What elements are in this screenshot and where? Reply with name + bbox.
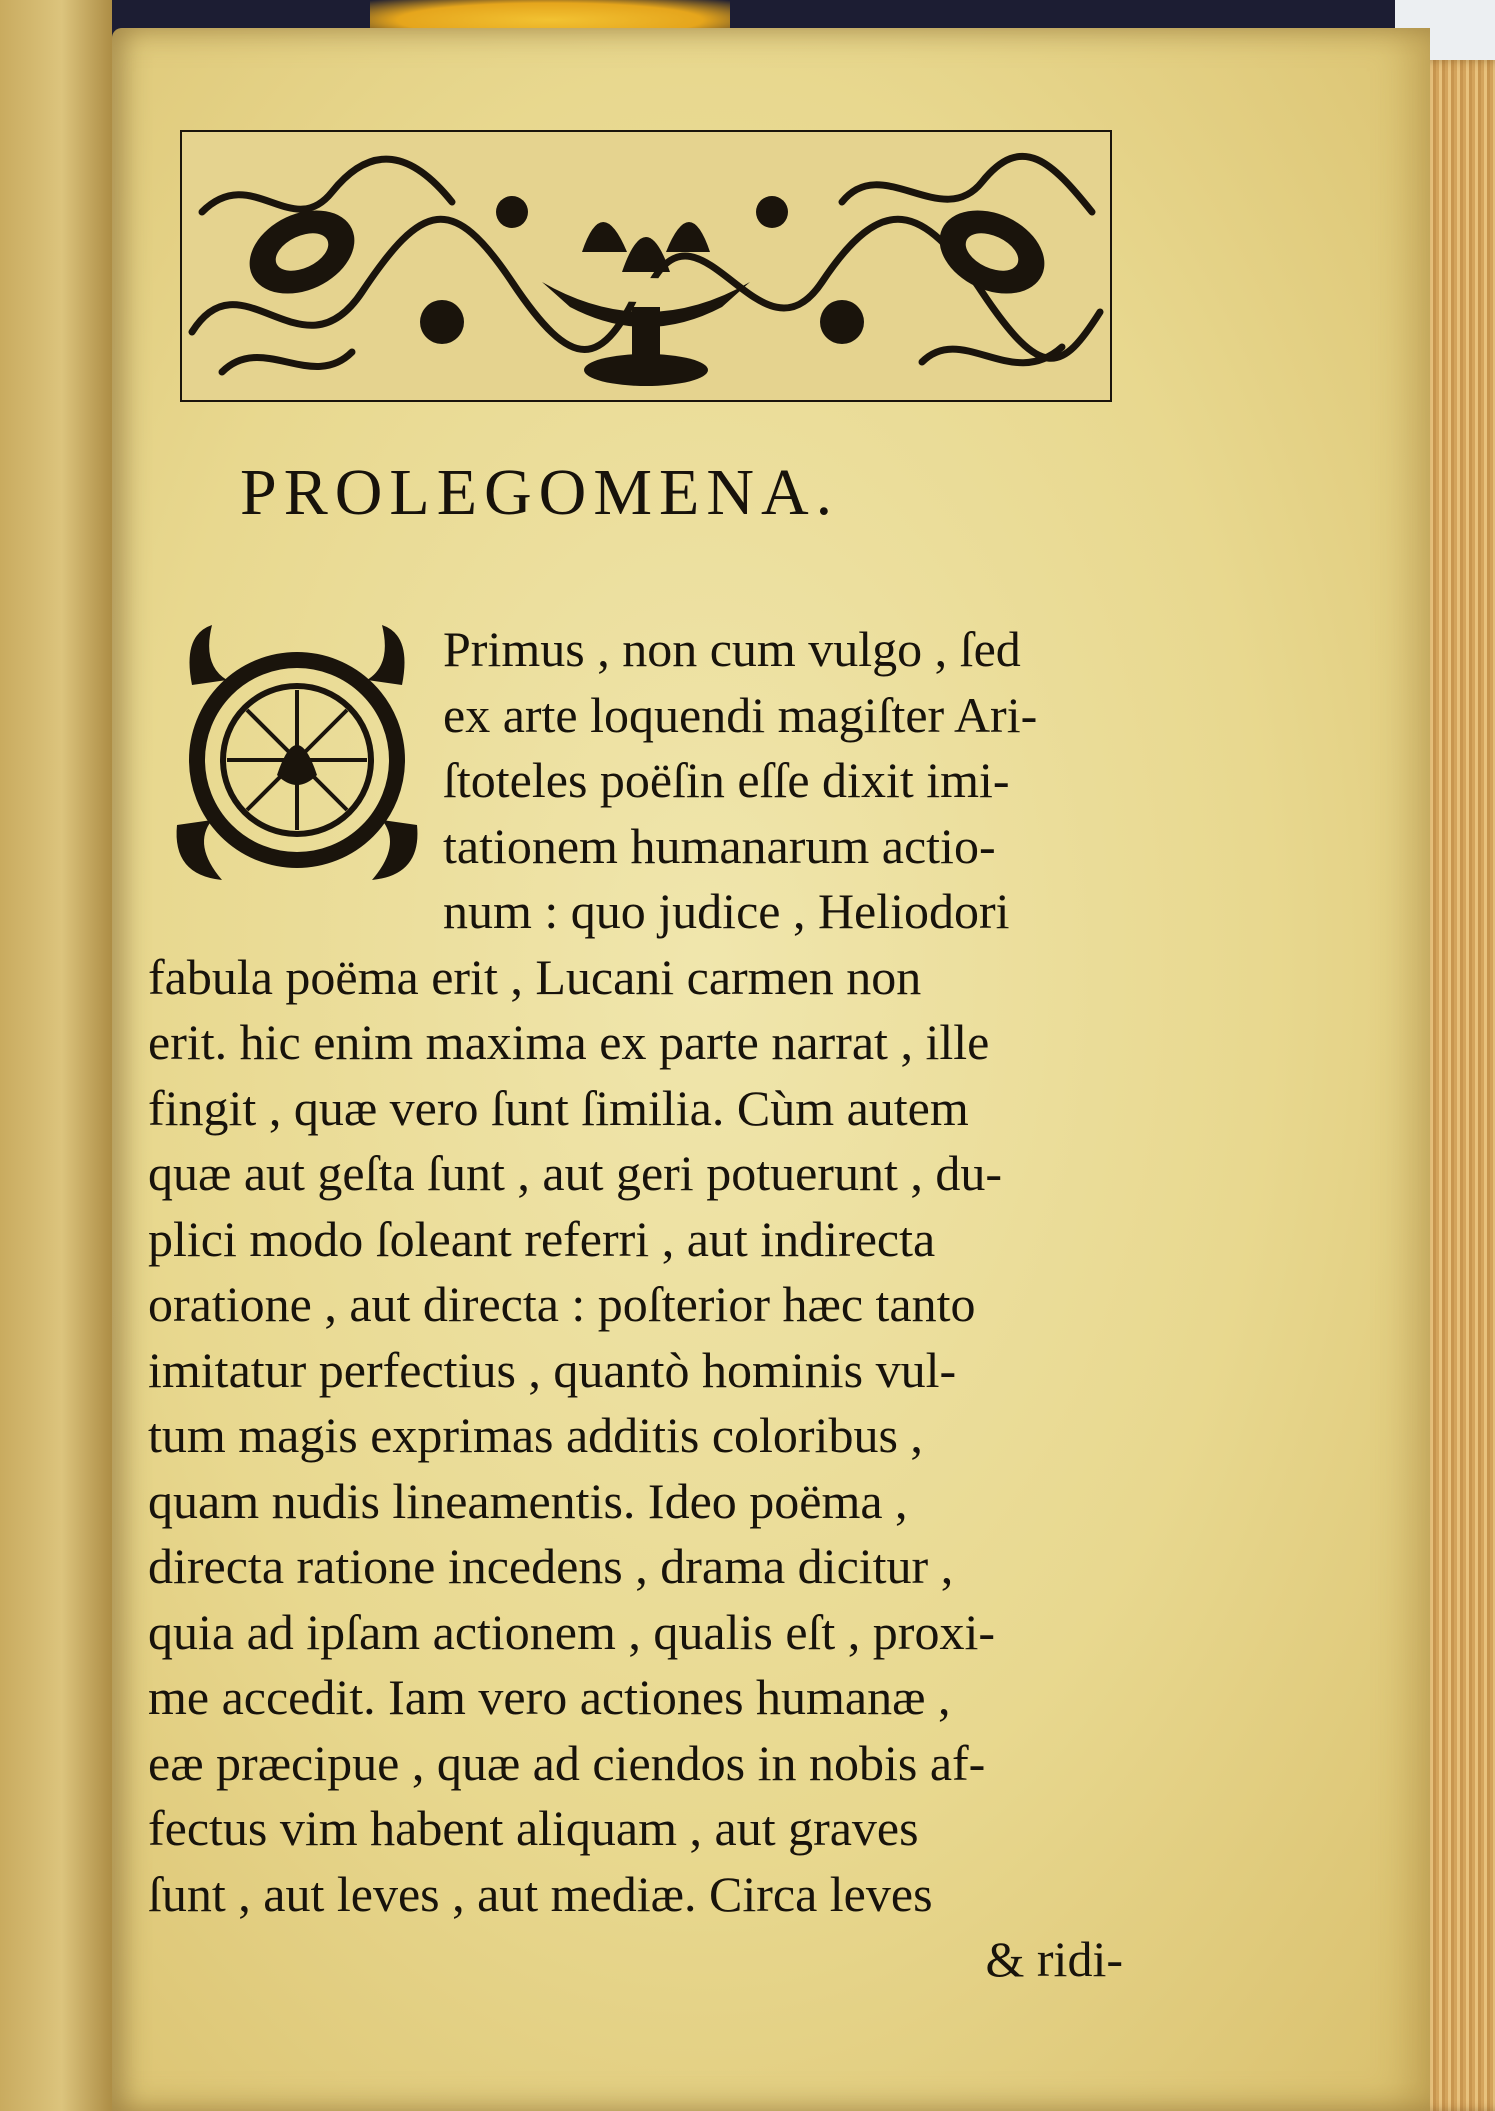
- text-line: me accedit. Iam vero actiones humanæ ,: [148, 1669, 951, 1725]
- text-line: fectus vim habent aliquam , aut graves: [148, 1800, 919, 1856]
- text-line: ex arte loquendi magiſter Ari-: [443, 686, 1038, 743]
- text-line: directa ratione incedens , drama dicitur ,: [148, 1538, 954, 1594]
- text-line: fabula poëma erit , Lucani carmen non: [148, 948, 922, 1005]
- text-line: plici modo ſoleant referri , aut indirecta: [148, 1210, 936, 1267]
- text-line: quam nudis lineamentis. Ideo poëma ,: [148, 1472, 908, 1529]
- text-line: ſtoteles poëſin eſſe dixit imi-: [443, 752, 1010, 808]
- text-line: tationem humanarum actio-: [443, 817, 996, 874]
- body-text: [148, 617, 1133, 1993]
- text-line: quia ad ipſam actionem , qualis eſt , proxi-: [148, 1603, 995, 1660]
- text-line: eæ præcipue , quæ ad ciendos in nobis af-: [148, 1734, 986, 1791]
- text-line: quæ aut geſta ſunt , aut geri potuerunt , du-: [148, 1145, 1002, 1201]
- facing-page-edge: [0, 0, 112, 2111]
- text-line: oratione , aut directa : poſterior hæc tanto: [148, 1276, 976, 1332]
- text-line: tum magis exprimas additis coloribus ,: [148, 1407, 923, 1463]
- text-line: erit. hic enim maxima ex parte narrat , ille: [148, 1014, 990, 1070]
- text-line: imitatur perfectius , quantò hominis vul-: [148, 1341, 957, 1398]
- catchword: & ridi-: [985, 1931, 1123, 1987]
- headpiece-ornament: [180, 130, 1112, 402]
- text-line: num : quo judice , Heliodori: [443, 883, 1010, 939]
- floral-headpiece-icon: [182, 132, 1110, 400]
- page-title: PROLEGOMENA.: [240, 456, 840, 529]
- text-line: ſunt , aut leves , aut mediæ. Circa leves: [148, 1865, 933, 1922]
- text-line: fingit , quæ vero ſunt ſimilia. Cùm autem: [148, 1079, 969, 1136]
- text-line: Primus , non cum vulgo , ſed: [443, 621, 1021, 677]
